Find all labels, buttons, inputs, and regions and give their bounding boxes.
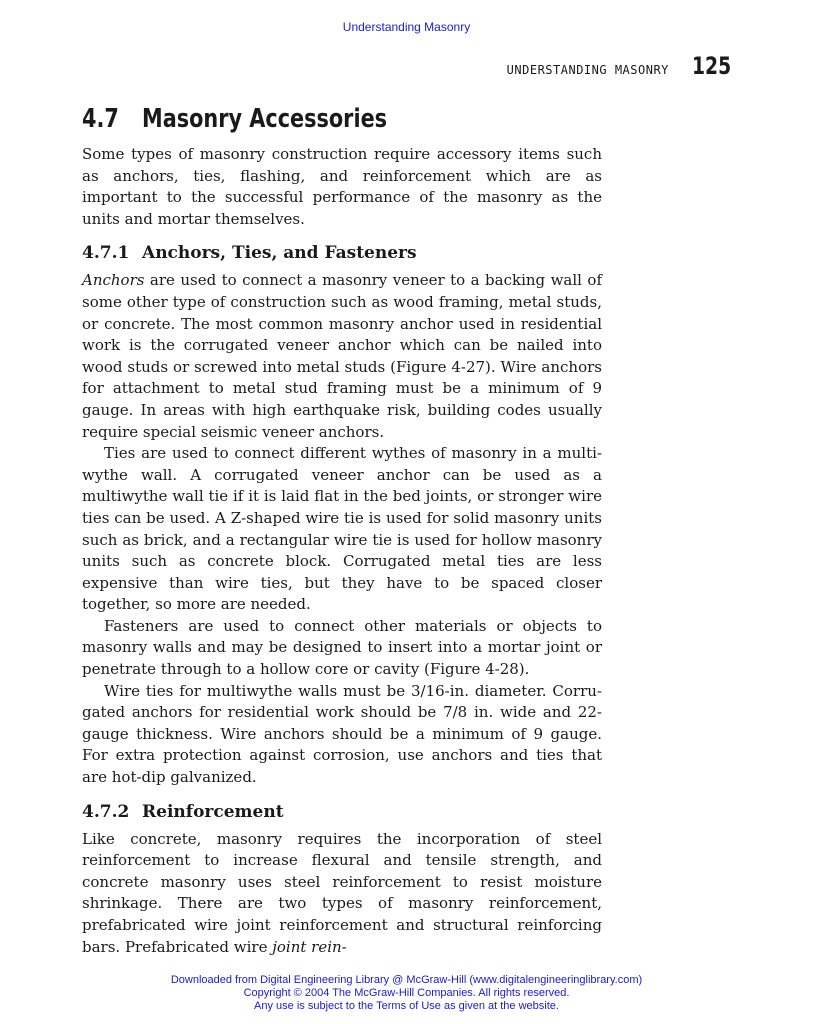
subsection-heading-anchors (82, 243, 602, 263)
section-number: 4.7 (82, 104, 119, 134)
anchors-term: Anchors (82, 271, 145, 290)
subsection-title: Reinforcement (142, 801, 284, 822)
footer-download-link[interactable]: Downloaded from Digital Engineering Library @ McGraw-Hill (www.digitalengineeringlibrary.com) (170, 974, 643, 986)
wire-ties-paragraph: Wire ties for multiwythe walls must be 3/16-in. diameter. Corrugated anchors for residential work should be 7/8 in. wide and 22-gauge thickness. Wire anchors should be a minimum of 9 gauge. For extra protection against corrosion, use anchors and ties that are hot-dip galvanized. (82, 681, 602, 787)
running-title: UNDERSTANDING MASONRY (506, 63, 669, 77)
subsection-title: Anchors, Ties, and Fasteners (142, 243, 417, 264)
subsection-number: 4.7.2 (82, 801, 130, 822)
reinforcement-text: Like concrete, masonry requires the incorporation of steel reinforcement to increase flexural and tensile strength, and concrete masonry uses steel reinforcement to resist moisture shrinkage. There are two types of masonry reinforcement, prefabricated wire joint reinforcement and structural reinforcing bars. Prefabricated wire (82, 829, 602, 956)
section-heading (82, 104, 498, 134)
section-title: Masonry Accessories (142, 104, 388, 134)
running-header (507, 52, 731, 80)
subsection-number: 4.7.1 (82, 243, 130, 264)
joint-reinforcement-term: joint rein- (272, 937, 347, 956)
footer-terms: Any use is subject to the Terms of Use as given at the website. (254, 1000, 559, 1012)
page-number: 125 (691, 52, 731, 80)
subsection-heading-reinforcement (82, 802, 602, 822)
anchors-text: are used to connect a masonry veneer to a backing wall of some other type of construction such as wood framing, metal studs, or concrete. The most common masonry anchor used in residential work is the corrugated veneer anchor which can be nailed into wood studs or screwed into metal studs (Figure 4-27). Wire anchors for attachment to metal stud framing must be a minimum of 9 gauge. In areas with high earthquake risk, building codes usually require special seismic veneer anchors. (82, 271, 602, 441)
anchors-paragraph (82, 270, 602, 443)
page-body (82, 104, 602, 958)
section-intro-paragraph: Some types of masonry construction require accessory items such as anchors, ties, flashing, and reinforcement which are as important to the successful performance of the masonry as the units and mortar themselves. (82, 145, 602, 228)
reinforcement-paragraph (82, 829, 602, 959)
top-source-link[interactable]: Understanding Masonry (342, 20, 471, 34)
footer-notice (0, 974, 813, 1013)
ties-paragraph: Ties are used to connect different wythes of masonry in a multiwythe wall. A corrugated veneer anchor can be used as a multiwythe wall tie if it is laid flat in the bed joints, or stronger wire ties can be used. A Z-shaped wire tie is used for solid masonry units such as brick, and a rectangular wire tie is used for hollow masonry units such as concrete block. Corrugated metal ties are less expensive than wire ties, but they have to be spaced closer together, so more are needed. (82, 444, 602, 614)
footer-copyright: Copyright © 2004 The McGraw-Hill Companies. All rights reserved. (243, 987, 570, 999)
fasteners-paragraph: Fasteners are used to connect other materials or objects to masonry walls and may be designed to insert into a mortar joint or penetrate through to a hollow core or cavity (Figure 4-28). (82, 616, 602, 679)
